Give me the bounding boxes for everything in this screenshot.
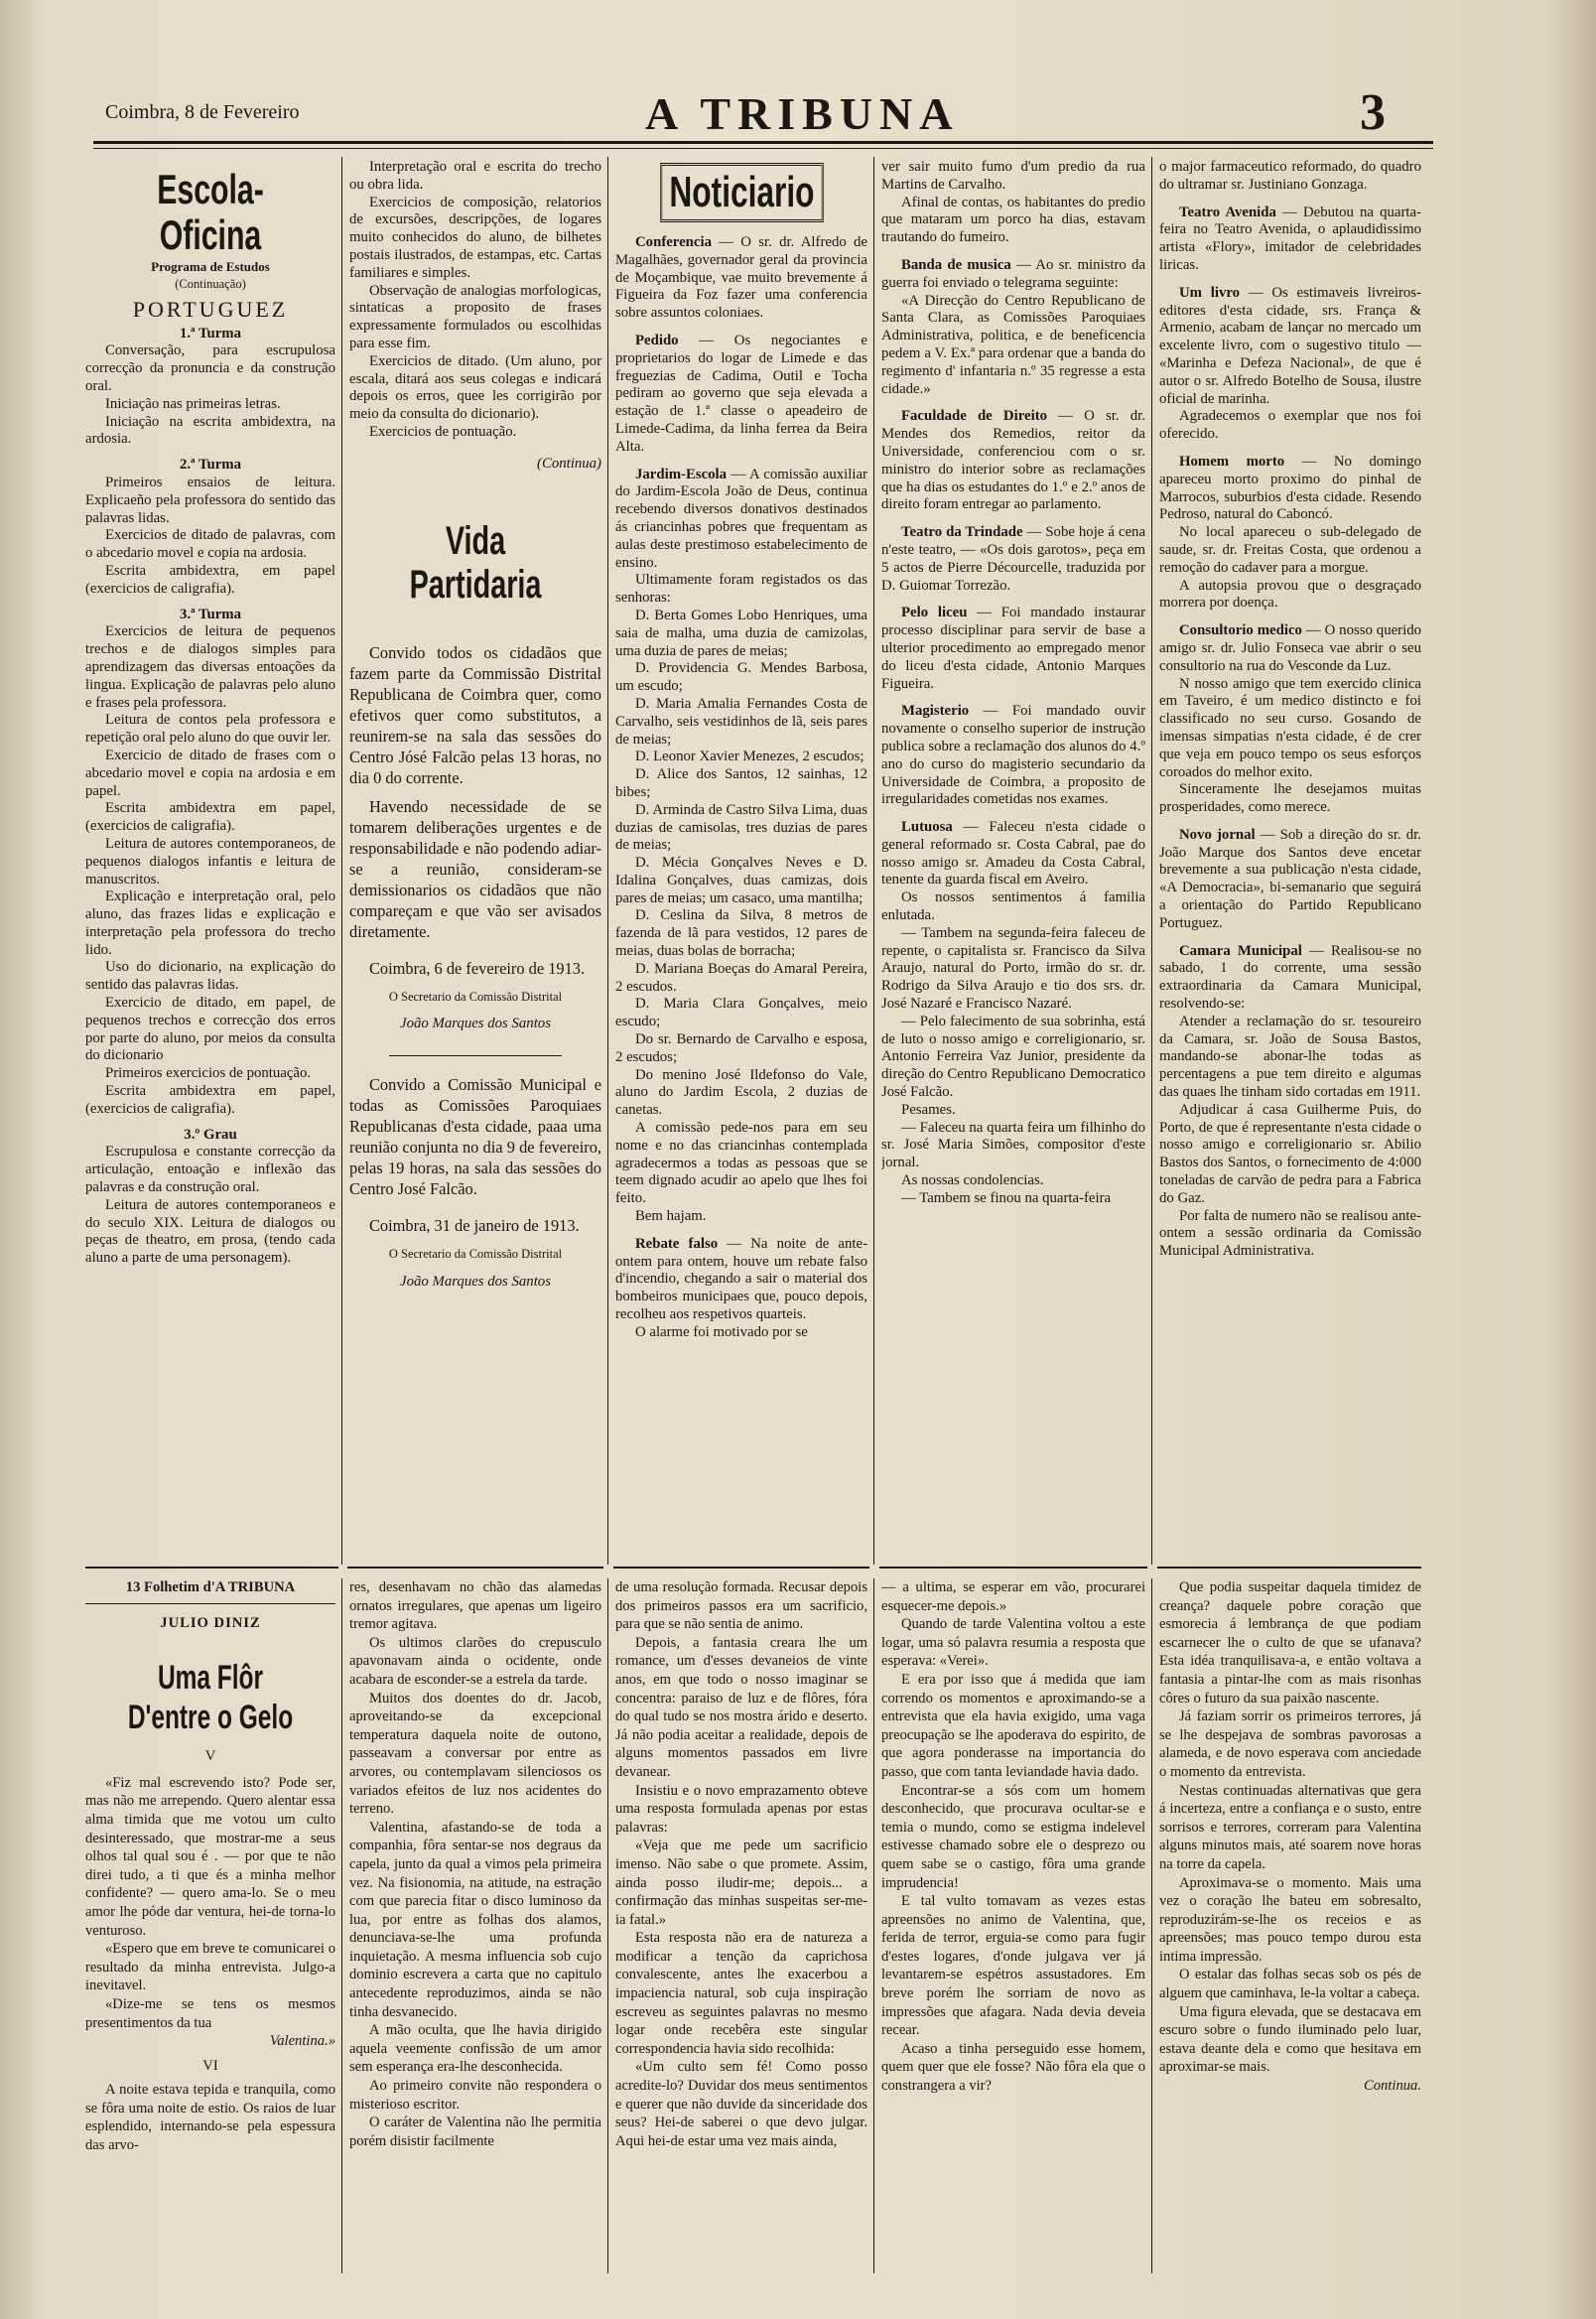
paragraph: Acaso a tinha perseguido esse homem, quem quer que ele fosse? Não fôra ela que o constrangera a vir? — [881, 2040, 1145, 2095]
news-text: — Realisou-se no sabado, 1 do corrente, uma sessão extraordinaria da Camara Municipal, resolvendo-se: — [1159, 942, 1421, 1013]
paragraph: «Dize-me se tens os mesmos presentimentos da tua — [85, 1995, 335, 2031]
paragraph: Havendo necessidade de se tomarem deliberações urgentes e de responsabilidade e não podendo adiar-se a reunião, consideram-se demissionarios os cidadãos que não compareçam e que vão ser avisados diretamente. — [349, 796, 601, 941]
page-number: 3 — [1360, 84, 1386, 141]
paragraph: Agradecemos o exemplar que nos foi oferecido. — [1159, 408, 1421, 443]
paragraph: Nestas continuadas alternativas que gera á incerteza, entre a confiança e o susto, entre sorrisos e terrores, correram para Valentina alguns minutos mais, até soarem nove horas na torre da capela. — [1159, 1782, 1421, 1872]
paragraph: Primeiros ensaios de leitura. Explicaeño pela professora do sentido das palavras lidas. — [85, 474, 335, 526]
news-heading: Teatro da Trindade — [901, 524, 1023, 541]
section-heading: PORTUGUEZ — [132, 296, 289, 322]
column-divider — [1151, 157, 1152, 1565]
paragraph: — Faleceu na quarta feira um filhinho do sr. José Maria Simões, compositor d'este jornal. — [881, 1119, 1145, 1171]
paragraph: Insistiu e o novo emprazamento obteve uma resposta formulada apenas por estas palavras: — [615, 1782, 867, 1836]
column-divider — [341, 157, 342, 1565]
paragraph: Ao primeiro convite não respondera o misterioso escritor. — [349, 2078, 601, 2113]
news-text: — No domingo apareceu morto proximo do pinhal de Marrocos, suburbios d'esta cidade. Resendo Pedroso, natural do Caboncó. — [1159, 453, 1421, 523]
paragraph: Bem hajam. — [635, 1208, 707, 1225]
paragraph: Exercicios de ditado de palavras, com o abcedario movel e copia na ardosia. — [85, 527, 335, 562]
paragraph: E era por isso que á medida que iam correndo os momentos e aproximando-se a entrevista que ela havia exigido, uma vaga preocupação se lhe apoderava do espirito, de que agora ponderasse na importancia do passo, que com tanta leviandade havia dado. — [881, 1671, 1145, 1780]
column-divider — [341, 1578, 342, 2273]
paragraph: N nosso amigo que tem exercido clinica em Taveiro, é um medico distincto e foi classificado no seu curso. Gosando de imensas simpatias n'esta cidade, é de crer que veja em pouco tempo os seus esforços coroados do melhor exito. — [1159, 675, 1421, 780]
folhetim-column-3 — [615, 1578, 867, 2273]
paragraph: O caráter de Valentina não lhe permitia porém disistir facilmente — [349, 2114, 601, 2149]
paragraph: As nossas condolencias. — [901, 1172, 1044, 1189]
donation-line: Do menino José Ildefonso do Vale, aluno do Jardim Escola, 2 duzias de canetas. — [615, 1066, 867, 1119]
turma-heading: 1.ª Turma — [180, 325, 241, 341]
folhetim-title: Uma Flôr D'entre o Gelo — [127, 1659, 294, 1737]
chapter-number: VI — [202, 2057, 218, 2074]
paragraph: Valentina, afastando-se de toda a companhia, fôra sentar-se nos degraus da capela, junto da qual a vimos pela primeira vez. Na fisionomia, na atitude, na estração com que parecia fitar o disco luminoso da lua, por entre as folhas dos alamos, denunciava-se-lhe uma profunda inquietação. A mesma influencia sob cujo dominio escrevera a carta que no capitulo antecedente reproduzimos, ainda se não tinha desvanecido. — [349, 1819, 601, 2020]
donation-line: D. Maria Amalia Fernandes Costa de Carvalho, seis vestidinhos de lã, seis pares de meias; — [615, 695, 867, 748]
paragraph: res, desenhavam no chão das alamedas ornatos irregulares, que apenas um ligeiro tremor agitava. — [349, 1579, 601, 1633]
turma-heading: 2.ª Turma — [180, 457, 241, 474]
section-title: Noticiario — [660, 163, 824, 222]
folhetim-column-4 — [881, 1578, 1145, 2273]
turma-heading: 3.ª Turma — [180, 606, 241, 622]
paragraph: Exercicio de ditado, em papel, de pequenos trechos e correcção dos erros por parte do aluno, por meios da consulta do dicionario — [85, 995, 335, 1064]
article-subtitle: Programa de Estudos — [151, 259, 270, 274]
paragraph: Muitos dos doentes do dr. Jacob, aproveitando-se da excepcional temperatura daquela noite de outono, passeavam a conversar por entre as arvores, ou contemplavam silenciosos os variados efeitos de luz nos acidentes do terreno. — [349, 1690, 601, 1818]
donation-line: D. Arminda de Castro Silva Lima, duas duzias de camisolas, tres duzias de pares de meias; — [615, 801, 867, 854]
news-text: — Os estimaveis livreiros-editores d'esta cidade, srs. França & Armenio, acabam de lançar no mercado um excelente livro, com o sugestivo titulo — «Marinha e Defeza Nacional», de que é autor o sr. Alfredo Botelho de Sousa, ilustre oficial de marinha. — [1159, 284, 1421, 407]
folhetim-column-2 — [349, 1578, 601, 2273]
paragraph: Leitura de contos pela professora e repetição oral pelo aluno do que ouvir ler. — [85, 712, 335, 747]
news-heading: Consultorio medico — [1179, 622, 1302, 639]
paragraph: Encontrar-se a sós com um homem desconhecido, que procurava ocultar-se e temia o mundo, como se estigma indelevel estivesse chamado sobre ele o desprezo ou quem sabe se o castigo, fôra uma grande imprudencia! — [881, 1782, 1145, 1891]
column-vida-partidaria — [349, 159, 601, 1559]
column-noticiario — [615, 159, 867, 1559]
folhetim-divider — [85, 1567, 338, 1569]
folhetim-divider — [879, 1567, 1147, 1569]
folhetim-column-1 — [85, 1578, 335, 2273]
paragraph: Escrita ambidextra, em papel (exercicios de caligrafia). — [85, 562, 335, 597]
news-heading: Novo jornal — [1179, 826, 1256, 843]
masthead-title: A TRIBUNA — [645, 88, 960, 139]
column-divider — [873, 157, 874, 1565]
column-divider — [607, 1578, 608, 2273]
news-text: — Sob a direção do sr. dr. João Marque dos Santos deve encetar brevemente a sua publicação n'esta cidade, «A Democracia», bi-semanario que seguirá a orientação do Partido Republicano Portuguez. — [1159, 826, 1421, 931]
paragraph: Os nossos sentimentos á familia enlutada. — [881, 889, 1145, 924]
paragraph: «Espero que em breve te comunicarei o resultado da minha entrevista. Julgo-a inevitavel. — [85, 1941, 335, 1994]
paragraph: Exercicios de ditado. (Um aluno, por escala, ditará aos seus colegas e indicará depois os erros, quee les corrigirão por meio da consulta do dicionario). — [349, 352, 601, 423]
folhetim-author: JULIO DINIZ — [160, 1614, 261, 1631]
paragraph: Aproximava-se o momento. Mais uma vez o coração lhe bateu em sobresalto, reproduzirám-se-lhe os receios e as apreensões; mas pouco tempo durou esta intima impressão. — [1159, 1874, 1421, 1965]
donation-line: D. Ceslina da Silva, 8 metros de fazenda de lã para vestidos, 12 pares de meias, duas bolas de borracha; — [615, 907, 867, 960]
paragraph: Ultimamente foram registados os das senhoras: — [615, 572, 867, 607]
news-heading: Conferencia — [635, 234, 712, 250]
news-text: — O nosso querido amigo sr. dr. Julio Fonseca vae abrir o seu consultorio na rua do Vesconde da Luz. — [1159, 622, 1421, 674]
paragraph: — Tambem na segunda-feira faleceu de repente, o capitalista sr. Francisco da Silva Araujo, natural do Porto, irmão do sr. dr. Rodrigo da Silva Araujo e tio dos srs. dr. José Nazaré e Francisco Nazaré. — [881, 924, 1145, 1013]
chapter-number: V — [204, 1748, 216, 1765]
news-text: — Na noite de ante-ontem para ontem, houve um rebate falso d'incendio, chegando a sair o material dos bombeiros municipaes que, pouco depois, recolheu aos respetivos quarteis. — [615, 1235, 867, 1323]
paragraph: Uso do dicionario, na explicação do sentido das palavras lidas. — [85, 959, 335, 994]
paragraph: Explicação e interpretação oral, pelo aluno, das frazes lidas e explicação e interpretação pela professora do trecho lido. — [85, 888, 335, 958]
news-heading: Faculdade de Direito — [901, 408, 1048, 425]
folhetim-label: 13 Folhetim d'A TRIBUNA — [125, 1579, 296, 1595]
folhetim-divider — [1157, 1567, 1421, 1569]
donation-line: D. Maria Clara Gonçalves, meio escudo; — [615, 996, 867, 1030]
news-heading: Homem morto — [1179, 453, 1285, 470]
paragraph: — a ultima, se esperar em vão, procurarei esquecer-me depois.» — [881, 1579, 1145, 1614]
paragraph: de uma resolução formada. Recusar depois dos primeiros passos era um sacrificio, para que se não sentia de animo. — [615, 1579, 867, 1633]
continuation-note: (Continuação) — [175, 276, 246, 291]
news-text: — O sr. dr. Mendes dos Remedios, reitor da Universidade, conferenciou com o sr. ministro do interior sobre as reclamações que ha dias os estudantes do 1.º e 2.º anos de direito foram entregar ao parlamento. — [881, 408, 1145, 513]
column-escola-oficina — [85, 159, 335, 1559]
news-text: — Faleceu n'esta cidade o general reformado sr. Costa Cabral, pae do nosso amigo sr. Amadeu da Costa Cabral, tenente da guarda fiscal em Aveiro. — [881, 819, 1145, 888]
paragraph: Quando de tarde Valentina voltou a este logar, uma só palavra resumia a resposta que esperava: «Verei». — [881, 1616, 1145, 1670]
paragraph: A comissão pede-nos para em seu nome e no das criancinhas contemplada agradecermos a todas as pessoas que se teem dignado acudir ao apelo que lhes foi feito. — [615, 1120, 867, 1207]
paragraph: E tal vulto tomavam as vezes estas apreensões no animo de Valentina, que, ferida de terror, erguia-se como para fugir d'estes logares, d'onde julgava ver já levantarem-se espétros assustadores. Em breve porém lhe sorriam de novo as impressões que afagara. Nada devia deveia recear. — [881, 1893, 1145, 2039]
paragraph: Interpretação oral e escrita do trecho ou obra lida. — [349, 159, 601, 193]
news-text: — Foi mandado instaurar processo disciplinar para servir de base a ulterior procedimento ao empregado menor do liceu d'esta cidade, Antonio Marques Figueira. — [881, 605, 1145, 692]
paragraph: Afinal de contas, os habitantes do predio que mataram um porco ha dias, estavam trautando do fumeiro. — [881, 194, 1145, 246]
continua-note: Continua. — [1364, 2078, 1421, 2095]
paragraph: Exercicios de leitura de pequenos trechos e de dialogos simples para aprendizagem das diversas entoações da lingua. Explicação de palavras pelo aluno e frases pela professora. — [85, 623, 335, 711]
paragraph: Exercicios de pontuação. — [369, 423, 517, 440]
paragraph: Exercicio de ditado de frases com o abcedario movel e copia na ardosia e em papel. — [85, 747, 335, 799]
paragraph: Os ultimos clarões do crepusculo apavonavam ainda o ocidente, onde acabara de esconder-se a estrela da tarde. — [349, 1634, 601, 1688]
dateline: Coimbra, 31 de janeiro de 1913. — [369, 1216, 580, 1236]
telegram-text: «A Direcção do Centro Republicano de Santa Clara, as Comissões Paroquiaes Administrativa, politica, e de beneficencia pedem a V. Ex.ª para ordenar que a banda do regimento d' infantaria n.º 35 regresse a esta cidade.» — [881, 292, 1145, 397]
paragraph: No local apareceu o sub-delegado de saude, sr. dr. Freitas Costa, que ordenou a remoção do cadaver para a morgue. — [1159, 524, 1421, 576]
paragraph: Uma figura elevada, que se destacava em escuro sobre o fundo iluminado pelo luar, estava deante dela e como que hesitava em aproximar-se mais. — [1159, 2003, 1421, 2076]
paragraph: Escrupulosa e constante correcção da articulação, entoação e inflexão das palavras e da construção oral. — [85, 1144, 335, 1196]
donation-line: D. Berta Gomes Lobo Henriques, uma saia de malha, uma duzia de camizolas, uma duzia de pares de meias; — [615, 607, 867, 659]
folhetim-divider — [613, 1567, 869, 1569]
paragraph: Leitura de autores contemporaneos e do seculo XIX. Leitura de dialogos ou peças de theatro, em prosa, (tendo cada aluno a parte de uma personagem). — [85, 1196, 335, 1267]
article-title: Escola-Oficina — [157, 166, 264, 258]
signature-title: O Secretario da Comissão Distrital — [388, 989, 563, 1004]
continua-note: (Continua) — [537, 455, 601, 472]
paragraph: Convido todos os cidadãos que fazem parte da Commissão Distrital Republicana de Coimbra quer, como efetivos quer como substitutos, a reunirem-se na sala das sessões do Centro Jósé Falcão pelas 13 horas, no dia 0 do corrente. — [349, 642, 601, 787]
paragraph: Adjudicar á casa Guilherme Puis, do Porto, de que é representante n'esta cidade o nosso amigo e correligionario sr. Abilio Bastos dos Santos, o fornecimento de 4:000 toneladas de carvão de pedra para a Fabrica do Gaz. — [1159, 1101, 1421, 1206]
news-text: — A comissão auxiliar do Jardim-Escola João de Deus, continua recebendo diversos donativos destinados ás criancinhas pobres que frequentam as aulas deste prestimoso estabelecimento de ensino. — [615, 466, 867, 571]
paragraph: Depois, a fantasia creara lhe um romance, um d'esses devaneios de vinte anos, em que todo o nosso imaginar se concentra: paraiso de luz e de flôres, fóra do qual tudo se nos mostra árido e deserto. Já não podia aceitar a realidade, depois de alguns momentos passados em livre devanear. — [615, 1634, 867, 1780]
masthead-date: Coimbra, 8 de Fevereiro — [105, 101, 300, 123]
paragraph: Por falta de numero não se realisou ante-ontem a sessão ordinaria da Comissão Municipal Administrativa. — [1159, 1207, 1421, 1260]
news-heading: Magisterio — [901, 703, 970, 720]
news-heading: Pelo liceu — [901, 605, 968, 621]
donation-line: D. Leonor Xavier Menezes, 2 escudos; — [635, 749, 864, 765]
paragraph: Atender a reclamação do sr. tesoureiro da Camara, sr. João de Sousa Bastos, mandando-se abonar-lhe todas as percentagens a pue tem direito e algumas das quaes lhe tinham sido cortadas em 1911. — [1159, 1013, 1421, 1101]
folhetim-divider — [347, 1567, 603, 1569]
paragraph: «Fiz mal escrevendo isto? Pode ser, mas não me arrependo. Quero alentar essa alma timida que me votou um culto desinteressado, que mostrar-me a seus olhos tal qual sou é . — por que te não direi tudo, a ti que és a minha melhor confidente? — quero ama-lo. Se o meu amor lhe póde dar ventura, hei-de torna-lo venturoso. — [85, 1774, 335, 1939]
news-text: — Debutou na quarta-feira no Teatro Avenida, o aplaudidissimo artista «Flory», imitador de celebridades liricas. — [1159, 204, 1421, 273]
paragraph: O estalar das folhas secas sob os pés de alguem que caminhava, le-la voltar a cabeça. — [1159, 1967, 1421, 2002]
paragraph: Conversação, para escrupulosa correcção da pronuncia e da construção oral. — [85, 342, 335, 394]
column-noticiario-cont2 — [1159, 159, 1421, 1559]
paragraph: Leitura de autores contemporaneos, de pequenos dialogos infantis e leitura de manuscritos. — [85, 835, 335, 887]
paragraph: A autopsia provou que o desgraçado morrera por doença. — [1159, 577, 1421, 612]
news-heading: Rebate falso — [635, 1235, 719, 1252]
donation-line: D. Alice dos Santos, 12 sainhas, 12 bibes; — [615, 766, 867, 800]
news-heading: Lutuosa — [901, 819, 953, 836]
paragraph: Esta resposta não era de natureza a modificar a tenção da caprichosa convalescente, antes lhe exacerbou a impaciencia natural, sob cuja inspiração escreveu as seguintes palavras no mesmo logar onde recebêra este singular correspondencia havia sido recolhida: — [615, 1930, 867, 2057]
paragraph: Iniciação na escrita ambidextra, na ardosia. — [85, 413, 335, 448]
news-heading: Um livro — [1179, 284, 1241, 301]
donation-line: D. Providencia G. Mendes Barbosa, um escudo; — [615, 660, 867, 695]
paragraph: Que podia suspeitar daquela timidez de creança? daquele pobre coração que esmorecia á lembrança de que podiam escarnecer lhe o culto de que se ufanava? Esta idéa tranquilisava-a, e então voltava a fantasia a pintar-lhe com as mais risonhas côres o futuro da sua paixão nascente. — [1159, 1579, 1421, 1706]
paragraph: ver sair muito fumo d'um predio da rua Martins de Carvalho. — [881, 159, 1145, 193]
paragraph: A mão oculta, que lhe havia dirigido aquela veemente confissão de um amor sem esperança era-lhe desconhecida. — [349, 2022, 601, 2076]
donation-line: D. Mécia Gonçalves Neves e D. Idalina Gonçalves, duas camizas, dois pares de meias; um casaco, uma mantilha; — [615, 855, 867, 906]
paragraph: Convido a Comissão Municipal e todas as Comissões Paroquiaes Republicanas d'esta cidade, paaa uma reunião conjunta no dia 9 de fevereiro, pelas 19 horas, na sala das sessões do Centro José Falcão. — [349, 1075, 601, 1199]
news-text: — Sobe hoje á cena n'este teatro, — «Os dois garotos», peça em 5 actos de Pierre Décourcelle, traduzida por D. Guiomar Torrezão. — [881, 524, 1145, 594]
signature-name: João Marques dos Santos — [400, 1273, 551, 1290]
paragraph: Sinceramente lhe desejamos muitas prosperidades, como merece. — [1159, 781, 1421, 816]
paragraph: «Veja que me pede um sacrificio imenso. Não sabe o que promete. Assim, ainda posso iludir-me; depois... a confirmação das minhas suspeitas ser-me-ia fatal.» — [615, 1838, 867, 1928]
news-heading: Teatro Avenida — [1179, 204, 1276, 220]
masthead-rule — [93, 141, 1433, 149]
grau-heading: 3.º Grau — [184, 1126, 237, 1143]
news-heading: Banda de musica — [901, 256, 1011, 273]
column-divider — [873, 1578, 874, 2273]
letter-signature: Valentina.» — [269, 2033, 335, 2050]
news-text: — O sr. dr. Alfredo de Magalhães, governador geral da provincia de Moçambique, vae muito brevemente á Figueira da Foz fazer uma conferencia sobre assuntos coloniaes. — [615, 234, 867, 322]
paragraph: Pesames. — [901, 1101, 956, 1118]
paragraph: o major farmaceutico reformado, do quadro do ultramar sr. Justiniano Gonzaga. — [1159, 159, 1421, 193]
paragraph: Primeiros exercicios de pontuação. — [105, 1065, 312, 1082]
dateline: Coimbra, 6 de fevereiro de 1913. — [369, 958, 586, 978]
column-divider — [1151, 1578, 1152, 2273]
paragraph: Escrita ambidextra em papel, (exercicios de caligrafia). — [85, 800, 335, 835]
paragraph: — Tambem se finou na quarta-feira — [901, 1189, 1112, 1206]
paragraph: A noite estava tepida e tranquila, como se fôra uma noite de estio. Os raios de luar esplendido, internando-se pela espessura das arvo- — [85, 2082, 335, 2154]
paragraph: — Pelo falecimento de sua sobrinha, está de luto o nosso amigo e correligionario, sr. Antonio Ferreira Vaz Junior, presidente da direção do Centro Republicano Democratico José Falcão. — [881, 1013, 1145, 1101]
news-text: — Os negociantes e proprietarios do logar de Limede e das freguezias de Cadima, Outil e Tocha pediram ao governo que seja elevada a estação de 1.ª classe o apeadeiro de Limede-Cadima, da linha ferrea da Beira Alta. — [615, 332, 867, 455]
section-title: Vida Partidaria — [409, 518, 542, 607]
paragraph: Exercicios de composição, relatorios de excursões, descripções, de logares muito conhecidos do aluno, de bilhetes postais ilustrados, de estampas, etc. Cartas familiares e simples. — [349, 194, 601, 281]
news-text: — Foi mandado ouvir novamente o conselho superior de instrução publica sobre a reclamação dos alunos do 4.º ano do curso do magisterio secundario da Universidade de Coimbra, a proposito de irregularidades cometidas nos exames. — [881, 703, 1145, 808]
donation-line: D. Mariana Boeças do Amaral Pereira, 2 escudos. — [615, 960, 867, 995]
donation-line: Do sr. Bernardo de Carvalho e esposa, 2 escudos; — [615, 1031, 867, 1065]
signature-name: João Marques dos Santos — [400, 1016, 551, 1032]
news-text: — Ao sr. ministro da guerra foi enviado o telegrama seguinte: — [881, 256, 1145, 291]
paragraph: Já faziam sorrir os primeiros terrores, já se lhe despejava de sombras pavorosas a alameda, e de novo esperava com anciedade o momento da entrevista. — [1159, 1708, 1421, 1780]
paragraph: Observação de analogias morfologicas, sintaticas a proposito de frases expressamente formulados ou escolhidas para esse fim. — [349, 282, 601, 351]
paragraph: O alarme foi motivado por se — [635, 1323, 808, 1340]
news-heading: Camara Municipal — [1179, 942, 1302, 959]
paragraph: Escrita ambidextra em papel, (exercicios de caligrafia). — [85, 1083, 335, 1117]
paragraph: Iniciação nas primeiras letras. — [105, 395, 281, 412]
folhetim-column-5 — [1159, 1578, 1421, 2273]
news-heading: Jardim-Escola — [635, 466, 728, 482]
signature-title: O Secretario da Comissão Distrital — [388, 1247, 563, 1262]
column-noticiario-cont — [881, 159, 1145, 1559]
masthead — [99, 84, 1429, 143]
paragraph: «Um culto sem fé! Como posso acredite-lo? Duvidar dos meus sentimentos e querer que não duvide da sinceridade dos seus? Hei-de saberei o que devo julgar. Aqui hei-de estar uma vez mais ainda, — [615, 2059, 867, 2149]
column-divider — [607, 157, 608, 1565]
news-heading: Pedido — [635, 332, 679, 348]
